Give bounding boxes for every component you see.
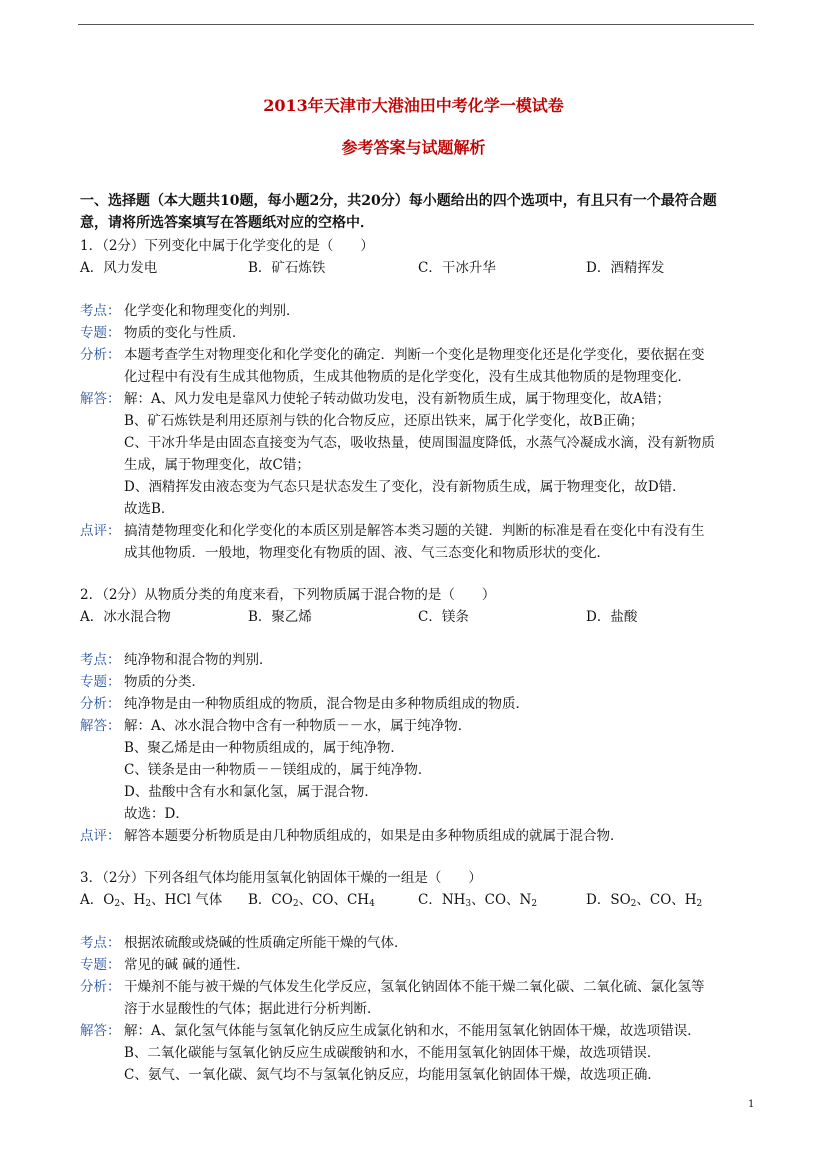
q1-fenxi-label: 分析： <box>80 347 121 363</box>
q3-jieda-line: C、氨气、一氧化碳、氮气均不与氢氧化钠反应，均能用氢氧化钠固体干燥，故选项正确． <box>124 1067 661 1083</box>
q2-option-d: D．盐酸 <box>586 609 638 625</box>
q1-option-d: D．酒精挥发 <box>586 260 665 276</box>
q1-jieda-label: 解答： <box>80 391 121 407</box>
q1-fenxi-line: 本题考查学生对物理变化和化学变化的确定．判断一个变化是物理变化还是化学变化，要依据在变 <box>124 347 705 363</box>
q1-option-b: B．矿石炼铁 <box>248 260 326 276</box>
q3-option-a: A．$O_2$、$H_2$、HCl 气体 <box>80 892 223 909</box>
q1-jieda-line: B、矿石炼铁是利用还原剂与铁的化合物反应，还原出铁来，属于化学变化，故B正确； <box>124 413 644 429</box>
q1-zhuanti-label: 专题： <box>80 325 121 341</box>
q2-kaodian-label: 考点： <box>80 652 121 668</box>
q3-jieda-line: B、二氧化碳能与氢氧化钠反应生成碳酸钠和水，不能用氢氧化钠固体干燥，故选项错误． <box>124 1045 661 1061</box>
q1-option-a: A．风力发电 <box>80 260 158 276</box>
q1-dianping-line: 成其他物质．一般地，物理变化有物质的固、液、气三态变化和物质形状的变化． <box>124 545 610 561</box>
q1-zhuanti: 物质的变化与性质． <box>124 325 246 341</box>
header-rule <box>78 24 754 25</box>
page-number: 1 <box>748 1099 755 1110</box>
q3-jieda-label: 解答： <box>80 1023 121 1039</box>
q3-kaodian: 根据浓硫酸或烧碱的性质确定所能干燥的气体． <box>124 935 408 951</box>
q3-fenxi-label: 分析： <box>80 979 121 995</box>
q3-option-b: B．$CO_2$、CO、$CH_4$ <box>248 892 375 909</box>
q2-zhuanti-label: 专题： <box>80 674 121 690</box>
q2-stem: 2．（2分）从物质分类的角度来看，下列物质属于混合物的是（ ） <box>80 587 496 603</box>
q2-fenxi-label: 分析： <box>80 696 121 712</box>
section-heading-line1: 一、选择题（本大题共10题，每小题2分，共20分）每小题给出的四个选项中，有且只有一个最符合题 <box>80 193 717 209</box>
q3-fenxi-line: 干燥剂不能与被干燥的气体发生化学反应，氢氧化钠固体不能干燥二氧化碳、二氧化硫、氯化氢等 <box>124 979 705 995</box>
q1-option-c: C．干冰升华 <box>418 260 496 276</box>
q1-jieda-line: C、干冰升华是由固态直接变为气态，吸收热量，使周围温度降低，水蒸气冷凝成水滴，没有新物质 <box>124 435 715 451</box>
q3-fenxi-line: 溶于水显酸性的气体；据此进行分析判断． <box>124 1001 381 1017</box>
q3-jieda-line: 解：A、氯化氢气体能与氢氧化钠反应生成氯化钠和水，不能用氢氧化钠固体干燥，故选项错误． <box>124 1023 701 1039</box>
q2-fenxi: 纯净物是由一种物质组成的物质，混合物是由多种物质组成的物质． <box>124 696 529 712</box>
q1-kaodian: 化学变化和物理变化的判别． <box>124 303 300 319</box>
page-title: 2013年天津市大港油田中考化学一模试卷 <box>263 96 564 115</box>
q3-option-d: D．$SO_2$、CO、$H_2$ <box>586 892 703 909</box>
q1-fenxi-line: 化过程中有没有生成其他物质，生成其他物质的是化学变化，没有生成其他物质的是物理变化． <box>124 369 691 385</box>
q2-dianping: 解答本题要分析物质是由几种物质组成的，如果是由多种物质组成的就属于混合物． <box>124 828 624 844</box>
q2-jieda-line: D、盐酸中含有水和氯化氢，属于混合物． <box>124 784 378 800</box>
q1-jieda-line: D、酒精挥发由液态变为气态只是状态发生了变化，没有新物质生成，属于物理变化，故D错． <box>124 479 686 495</box>
q3-stem: 3．（2分）下列各组气体均能用氢氧化钠固体干燥的一组是（ ） <box>80 870 482 886</box>
q1-jieda-line: 生成，属于物理变化，故C错； <box>124 457 310 473</box>
q2-kaodian: 纯净物和混合物的判别． <box>124 652 273 668</box>
q3-option-c: C．$NH_3$、CO、$N_2$ <box>418 892 538 909</box>
q1-dianping-label: 点评： <box>80 523 121 539</box>
q2-jieda-line: 故选：D． <box>124 806 189 822</box>
q2-jieda-line: B、聚乙烯是由一种物质组成的，属于纯净物． <box>124 740 404 756</box>
q3-zhuanti: 常见的碱 碱的通性． <box>124 957 250 973</box>
q2-option-b: B．聚乙烯 <box>248 609 312 625</box>
q2-option-c: C．镁条 <box>418 609 469 625</box>
q1-jieda-line: 故选B． <box>124 501 175 517</box>
q2-dianping-label: 点评： <box>80 828 121 844</box>
page-subtitle: 参考答案与试题解析 <box>341 138 486 157</box>
q1-dianping-line: 搞清楚物理变化和化学变化的本质区别是解答本类习题的关键．判断的标准是看在变化中有没有生 <box>124 523 705 539</box>
q2-zhuanti: 物质的分类． <box>124 674 205 690</box>
q2-jieda-line: C、镁条是由一种物质－－镁组成的，属于纯净物． <box>124 762 432 778</box>
q1-jieda-line: 解：A、风力发电是靠风力使轮子转动做功发电，没有新物质生成，属于物理变化，故A错； <box>124 391 670 407</box>
q2-jieda-line: 解：A、冰水混合物中含有一种物质－－水，属于纯净物． <box>124 718 472 734</box>
q2-option-a: A．冰水混合物 <box>80 609 171 625</box>
q1-stem: 1．（2分）下列变化中属于化学变化的是（ ） <box>80 238 374 254</box>
q1-kaodian-label: 考点： <box>80 303 121 319</box>
q3-zhuanti-label: 专题： <box>80 957 121 973</box>
q2-jieda-label: 解答： <box>80 718 121 734</box>
section-heading-line2: 意，请将所选答案填写在答题纸对应的空格中． <box>80 215 374 231</box>
q3-kaodian-label: 考点： <box>80 935 121 951</box>
